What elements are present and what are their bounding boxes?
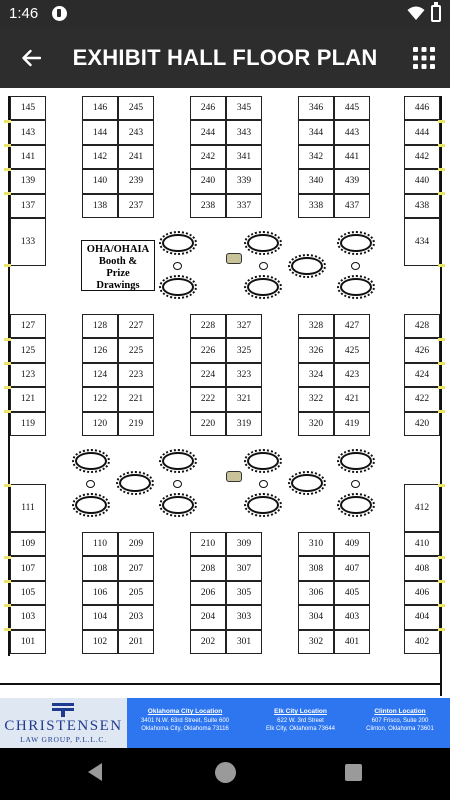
- wifi-icon: [407, 6, 425, 26]
- booth[interactable]: 241: [118, 145, 154, 169]
- booth[interactable]: 407: [334, 556, 370, 580]
- booth[interactable]: 102: [82, 630, 118, 654]
- office-address: 3401 N.W. 63rd Street, Suite 600: [140, 717, 230, 724]
- round-table-icon: [162, 452, 194, 470]
- system-nav-bar: [0, 748, 450, 800]
- booth[interactable]: 344: [298, 120, 334, 144]
- booth[interactable]: 325: [226, 338, 262, 362]
- booth[interactable]: 144: [82, 120, 118, 144]
- outlet-marker-icon: [4, 628, 11, 631]
- round-table-icon: [340, 278, 372, 296]
- app-bar: [0, 28, 450, 88]
- booth[interactable]: 342: [298, 145, 334, 169]
- booth[interactable]: 106: [82, 581, 118, 605]
- booth[interactable]: 307: [226, 556, 262, 580]
- booth[interactable]: 224: [190, 363, 226, 387]
- grid-menu-button[interactable]: [407, 42, 441, 74]
- booth[interactable]: 123: [10, 363, 46, 387]
- booth[interactable]: 133: [10, 218, 46, 266]
- booth[interactable]: 237: [118, 194, 154, 218]
- booth[interactable]: 406: [404, 581, 440, 605]
- status-bar: [0, 0, 450, 28]
- outlet-marker-icon: [4, 338, 11, 341]
- outlet-marker-icon: [4, 362, 11, 365]
- booth[interactable]: 141: [10, 145, 46, 169]
- office-city: Clinton, Oklahoma 73601: [366, 726, 434, 732]
- booth[interactable]: 339: [226, 169, 262, 193]
- outlet-marker-icon: [4, 192, 11, 195]
- booth[interactable]: 246: [190, 96, 226, 120]
- outlet-marker-icon: [438, 580, 445, 583]
- cocktail-table-icon: [173, 262, 182, 270]
- booth[interactable]: 204: [190, 605, 226, 629]
- booth[interactable]: 206: [190, 581, 226, 605]
- outlet-marker-icon: [438, 484, 445, 487]
- round-table-icon: [247, 278, 279, 296]
- cocktail-table-icon: [259, 480, 268, 488]
- outlet-marker-icon: [4, 604, 11, 607]
- logo-subtitle: LAW GROUP, P.L.L.C.: [20, 735, 107, 744]
- booth[interactable]: 111: [10, 484, 46, 532]
- outlet-marker-icon: [438, 168, 445, 171]
- booth[interactable]: 109: [10, 532, 46, 556]
- booth[interactable]: 320: [298, 412, 334, 436]
- booth[interactable]: 426: [404, 338, 440, 362]
- booth[interactable]: 201: [118, 630, 154, 654]
- outlet-marker-icon: [4, 264, 11, 267]
- booth[interactable]: 145: [10, 96, 46, 120]
- cocktail-table-icon: [351, 480, 360, 488]
- booth[interactable]: 446: [404, 96, 440, 120]
- booth[interactable]: 324: [298, 363, 334, 387]
- booth[interactable]: 139: [10, 169, 46, 193]
- triangle-back-icon: [87, 762, 103, 782]
- booth[interactable]: 304: [298, 605, 334, 629]
- outlet-marker-icon: [438, 192, 445, 195]
- cocktail-table-icon: [351, 262, 360, 270]
- booth[interactable]: 146: [82, 96, 118, 120]
- booth[interactable]: 245: [118, 96, 154, 120]
- booth[interactable]: 346: [298, 96, 334, 120]
- outlet-marker-icon: [4, 484, 11, 487]
- round-table-icon: [291, 474, 323, 492]
- booth[interactable]: 121: [10, 387, 46, 411]
- booth[interactable]: 202: [190, 630, 226, 654]
- booth[interactable]: 424: [404, 363, 440, 387]
- booth[interactable]: 244: [190, 120, 226, 144]
- booth[interactable]: 434: [404, 218, 440, 266]
- booth[interactable]: 226: [190, 338, 226, 362]
- booth[interactable]: 138: [82, 194, 118, 218]
- booth[interactable]: 438: [404, 194, 440, 218]
- outlet-marker-icon: [4, 120, 11, 123]
- booth[interactable]: 126: [82, 338, 118, 362]
- outlet-marker-icon: [438, 144, 445, 147]
- booth[interactable]: 208: [190, 556, 226, 580]
- booth[interactable]: 410: [404, 532, 440, 556]
- outlet-marker-icon: [438, 410, 445, 413]
- booth[interactable]: 124: [82, 363, 118, 387]
- booth[interactable]: 440: [404, 169, 440, 193]
- office-address: 607 Frisco, Suite 200: [371, 717, 429, 724]
- office-elk-city[interactable]: [248, 708, 353, 734]
- booth[interactable]: 239: [118, 169, 154, 193]
- notification-icon: [52, 6, 67, 21]
- logo-mark-icon: [52, 703, 74, 717]
- station-marker-icon: [226, 253, 242, 264]
- booth[interactable]: 301: [226, 630, 262, 654]
- outlet-marker-icon: [4, 410, 11, 413]
- booth[interactable]: 309: [226, 532, 262, 556]
- booth[interactable]: 421: [334, 387, 370, 411]
- outlet-marker-icon: [4, 168, 11, 171]
- booth[interactable]: 221: [118, 387, 154, 411]
- outlet-marker-icon: [4, 386, 11, 389]
- outlet-marker-icon: [438, 628, 445, 631]
- booth[interactable]: 120: [82, 412, 118, 436]
- booth[interactable]: 122: [82, 387, 118, 411]
- booth[interactable]: 305: [226, 581, 262, 605]
- office-name[interactable]: Elk City Location: [274, 708, 327, 715]
- outlet-marker-icon: [4, 144, 11, 147]
- station-marker-icon: [226, 471, 242, 482]
- booth[interactable]: 127: [10, 314, 46, 338]
- oha-booth-prize-drawings[interactable]: [81, 240, 155, 291]
- booth[interactable]: 405: [334, 581, 370, 605]
- booth[interactable]: 203: [118, 605, 154, 629]
- booth[interactable]: 104: [82, 605, 118, 629]
- booth[interactable]: 419: [334, 412, 370, 436]
- round-table-icon: [247, 496, 279, 514]
- booth[interactable]: 137: [10, 194, 46, 218]
- office-okc[interactable]: [130, 708, 240, 734]
- booth[interactable]: 428: [404, 314, 440, 338]
- booth[interactable]: 422: [404, 387, 440, 411]
- office-city: Oklahoma City, Oklahoma 73116: [141, 726, 229, 732]
- booth[interactable]: 128: [82, 314, 118, 338]
- booth[interactable]: 238: [190, 194, 226, 218]
- booth[interactable]: 108: [82, 556, 118, 580]
- booth[interactable]: 308: [298, 556, 334, 580]
- hall-wall-bottom: [0, 683, 442, 685]
- round-table-icon: [75, 496, 107, 514]
- round-table-icon: [291, 257, 323, 275]
- booth[interactable]: 337: [226, 194, 262, 218]
- booth[interactable]: 338: [298, 194, 334, 218]
- booth[interactable]: 409: [334, 532, 370, 556]
- battery-icon: [431, 5, 441, 22]
- booth[interactable]: 425: [334, 338, 370, 362]
- booth[interactable]: 240: [190, 169, 226, 193]
- outlet-marker-icon: [438, 556, 445, 559]
- booth[interactable]: 445: [334, 96, 370, 120]
- booth[interactable]: 302: [298, 630, 334, 654]
- booth[interactable]: 444: [404, 120, 440, 144]
- booth[interactable]: 340: [298, 169, 334, 193]
- booth[interactable]: 306: [298, 581, 334, 605]
- cocktail-table-icon: [173, 480, 182, 488]
- circle-home-icon[interactable]: [215, 762, 236, 783]
- outlet-marker-icon: [438, 338, 445, 341]
- booth[interactable]: 210: [190, 532, 226, 556]
- office-name[interactable]: Oklahoma City Location: [147, 708, 223, 715]
- round-table-icon: [340, 234, 372, 252]
- booth[interactable]: 323: [226, 363, 262, 387]
- booth[interactable]: 423: [334, 363, 370, 387]
- outlet-marker-icon: [438, 386, 445, 389]
- booth[interactable]: 441: [334, 145, 370, 169]
- booth[interactable]: 437: [334, 194, 370, 218]
- booth[interactable]: 319: [226, 412, 262, 436]
- logo-name: CHRISTENSEN: [4, 718, 123, 734]
- booth[interactable]: 222: [190, 387, 226, 411]
- booth[interactable]: 303: [226, 605, 262, 629]
- booth[interactable]: 223: [118, 363, 154, 387]
- booth[interactable]: 101: [10, 630, 46, 654]
- booth[interactable]: 326: [298, 338, 334, 362]
- booth[interactable]: 420: [404, 412, 440, 436]
- booth[interactable]: 103: [10, 605, 46, 629]
- round-table-icon: [162, 496, 194, 514]
- floor-plan-map[interactable]: [0, 88, 450, 698]
- round-table-icon: [75, 452, 107, 470]
- outlet-marker-icon: [4, 580, 11, 583]
- nav-back-button[interactable]: [87, 762, 103, 787]
- booth[interactable]: 119: [10, 412, 46, 436]
- booth[interactable]: 105: [10, 581, 46, 605]
- office-city: Elk City, Oklahoma 73644: [266, 726, 335, 732]
- booth[interactable]: 225: [118, 338, 154, 362]
- booth[interactable]: 242: [190, 145, 226, 169]
- booth[interactable]: 403: [334, 605, 370, 629]
- booth[interactable]: 404: [404, 605, 440, 629]
- cocktail-table-icon: [86, 480, 95, 488]
- feature-label: OHA/OHAIA Booth & Prize Drawings: [86, 244, 150, 291]
- outlet-marker-icon: [438, 120, 445, 123]
- booth[interactable]: 442: [404, 145, 440, 169]
- booth[interactable]: 140: [82, 169, 118, 193]
- round-table-icon: [162, 278, 194, 296]
- booth[interactable]: 408: [404, 556, 440, 580]
- outlet-marker-icon: [4, 556, 11, 559]
- booth[interactable]: 207: [118, 556, 154, 580]
- cocktail-table-icon: [259, 262, 268, 270]
- booth[interactable]: 443: [334, 120, 370, 144]
- office-name[interactable]: Clinton Location: [374, 708, 426, 715]
- booth[interactable]: 243: [118, 120, 154, 144]
- square-recent-icon[interactable]: [345, 764, 362, 781]
- round-table-icon: [247, 452, 279, 470]
- booth[interactable]: 220: [190, 412, 226, 436]
- outlet-marker-icon: [438, 604, 445, 607]
- booth[interactable]: 341: [226, 145, 262, 169]
- booth[interactable]: 205: [118, 581, 154, 605]
- outlet-marker-icon: [438, 264, 445, 267]
- booth[interactable]: 219: [118, 412, 154, 436]
- grid-dots-icon: [413, 47, 435, 69]
- booth[interactable]: 321: [226, 387, 262, 411]
- booth[interactable]: 310: [298, 532, 334, 556]
- outlet-marker-icon: [438, 362, 445, 365]
- booth[interactable]: 401: [334, 630, 370, 654]
- booth[interactable]: 125: [10, 338, 46, 362]
- round-table-icon: [247, 234, 279, 252]
- booth[interactable]: 143: [10, 120, 46, 144]
- booth[interactable]: 209: [118, 532, 154, 556]
- round-table-icon: [340, 496, 372, 514]
- sponsor-logo: [0, 698, 127, 748]
- status-time: 1:46: [9, 5, 39, 22]
- sponsor-banner[interactable]: [0, 698, 450, 748]
- booth[interactable]: 328: [298, 314, 334, 338]
- booth[interactable]: 327: [226, 314, 262, 338]
- booth[interactable]: 345: [226, 96, 262, 120]
- round-table-icon: [119, 474, 151, 492]
- round-table-icon: [340, 452, 372, 470]
- round-table-icon: [162, 234, 194, 252]
- page-title: EXHIBIT HALL FLOOR PLAN: [72, 45, 378, 70]
- booth[interactable]: 227: [118, 314, 154, 338]
- booth[interactable]: 412: [404, 484, 440, 532]
- booth[interactable]: 110: [82, 532, 118, 556]
- booth[interactable]: 427: [334, 314, 370, 338]
- booth[interactable]: 142: [82, 145, 118, 169]
- booth[interactable]: 107: [10, 556, 46, 580]
- booth[interactable]: 228: [190, 314, 226, 338]
- office-address: 622 W. 3rd Street: [277, 717, 324, 724]
- booth[interactable]: 402: [404, 630, 440, 654]
- booth[interactable]: 322: [298, 387, 334, 411]
- office-clinton[interactable]: [352, 708, 448, 734]
- booth[interactable]: 439: [334, 169, 370, 193]
- booth[interactable]: 343: [226, 120, 262, 144]
